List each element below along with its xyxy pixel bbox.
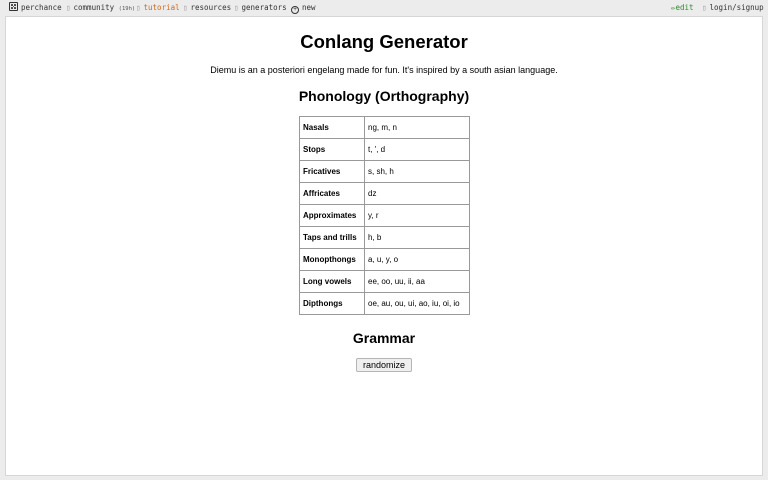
sounds-cell: h, b bbox=[365, 227, 470, 249]
phonology-table bbox=[299, 116, 470, 315]
sounds-cell: a, u, y, o bbox=[365, 249, 470, 271]
community-icon: ▯ bbox=[66, 3, 71, 12]
tutorial-icon: ▯ bbox=[136, 3, 141, 12]
category-cell: Affricates bbox=[300, 183, 365, 205]
login-link[interactable] bbox=[702, 0, 764, 16]
sounds-cell: y, r bbox=[365, 205, 470, 227]
randomize-button[interactable]: randomize bbox=[356, 358, 412, 372]
sounds-cell: ee, oo, uu, ii, aa bbox=[365, 271, 470, 293]
generators-link[interactable] bbox=[234, 0, 287, 16]
sounds-cell: ng, m, n bbox=[365, 117, 470, 139]
table-row bbox=[300, 227, 470, 249]
table-row bbox=[300, 139, 470, 161]
page-title: Conlang Generator bbox=[300, 31, 468, 52]
sounds-cell: oe, au, ou, ui, ao, iu, oi, io bbox=[365, 293, 470, 315]
dice-icon bbox=[9, 2, 18, 11]
login-icon: ▯ bbox=[702, 3, 707, 12]
site-name: perchance bbox=[21, 3, 62, 12]
resources-link[interactable] bbox=[183, 0, 231, 16]
plus-circle-icon: + bbox=[291, 6, 299, 14]
new-label: new bbox=[302, 3, 316, 12]
tutorial-label: tutorial bbox=[143, 3, 180, 12]
category-cell: Monopthongs bbox=[300, 249, 365, 271]
home-link[interactable] bbox=[9, 0, 62, 16]
category-cell: Long vowels bbox=[300, 271, 365, 293]
category-cell: Nasals bbox=[300, 117, 365, 139]
table-row bbox=[300, 117, 470, 139]
table-row bbox=[300, 249, 470, 271]
generators-icon: ▯ bbox=[234, 3, 239, 12]
category-cell: Approximates bbox=[300, 205, 365, 227]
language-description: Diemu is an a posteriori engelang made for fun. It's inspired by a south asian language. bbox=[210, 65, 558, 75]
community-count: (19h) bbox=[118, 6, 136, 12]
table-row bbox=[300, 293, 470, 315]
table-row bbox=[300, 205, 470, 227]
category-cell: Taps and trills bbox=[300, 227, 365, 249]
sounds-cell: t, ', d bbox=[365, 139, 470, 161]
community-label: community bbox=[73, 3, 115, 12]
generator-output-panel bbox=[5, 16, 763, 476]
edit-link[interactable] bbox=[671, 0, 694, 16]
generators-label: generators bbox=[241, 3, 287, 12]
top-nav-bar bbox=[0, 0, 768, 16]
category-cell: Dipthongs bbox=[300, 293, 365, 315]
pencil-icon: ✏ bbox=[671, 3, 676, 12]
sounds-cell: dz bbox=[365, 183, 470, 205]
category-cell: Stops bbox=[300, 139, 365, 161]
sounds-cell: s, sh, h bbox=[365, 161, 470, 183]
login-label: login/signup bbox=[709, 3, 764, 12]
tutorial-link[interactable] bbox=[136, 0, 180, 16]
table-row bbox=[300, 271, 470, 293]
resources-icon: ▯ bbox=[183, 3, 188, 12]
category-cell: Fricatives bbox=[300, 161, 365, 183]
table-row bbox=[300, 183, 470, 205]
community-link[interactable] bbox=[66, 0, 135, 16]
edit-label: edit bbox=[675, 3, 694, 12]
resources-label: resources bbox=[190, 3, 232, 12]
new-link[interactable] bbox=[291, 0, 316, 16]
phonology-heading: Phonology (Orthography) bbox=[298, 88, 470, 104]
table-row bbox=[300, 161, 470, 183]
grammar-heading: Grammar bbox=[352, 330, 416, 346]
